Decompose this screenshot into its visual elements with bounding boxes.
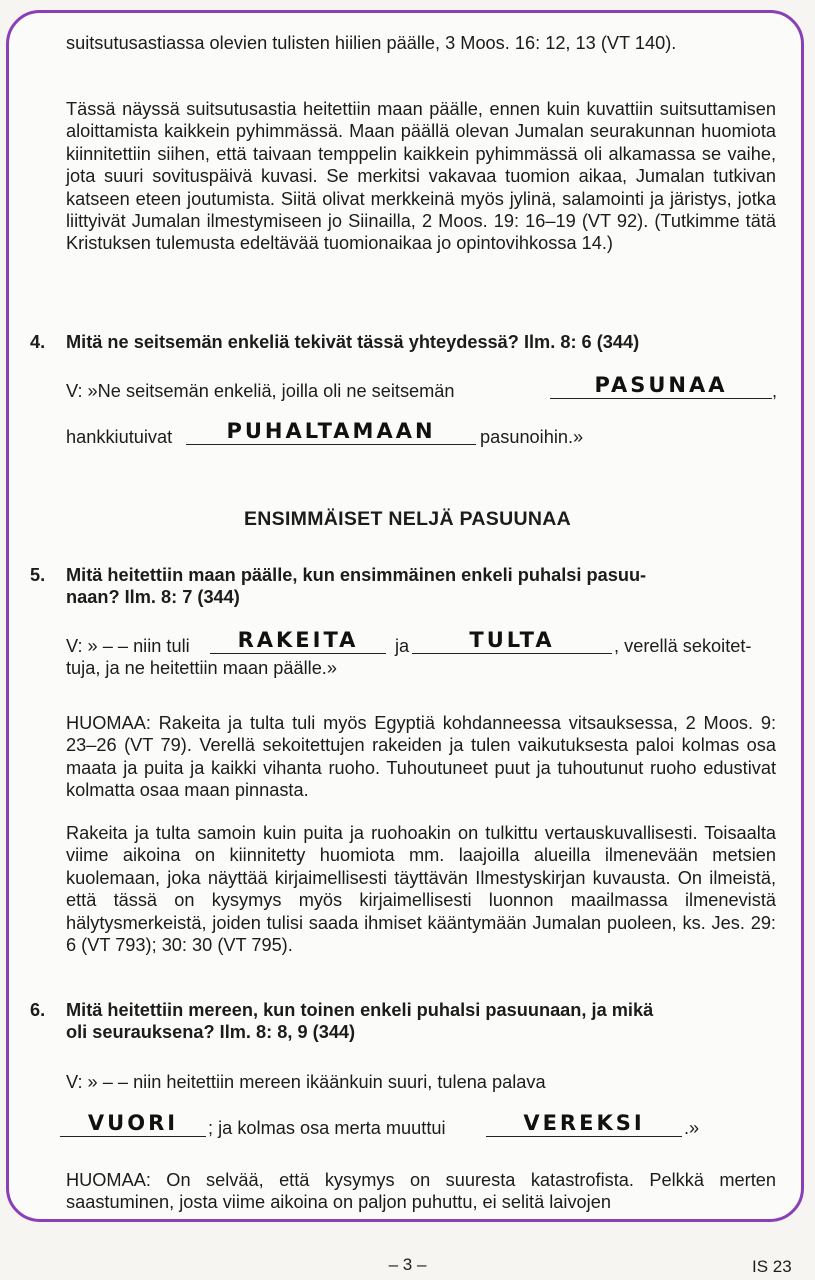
censer-paragraph: Tässä näyssä suitsutusastia heitettiin maan päälle, ennen kuin kuvattiin suitsuttamisen aloittamista kaikkein pyhimmässä. Maan päällä olevan Jumalan seurakunnan huomiota kiinnitettiin siihen, että taivaan temppelin kaikkein pyhimmässä oli alkamassa se vaihe, jota suuri sovituspäivä kuvasi. Se merkitsi vakavaa tuomion aikaa, Jumalan tutkivan katseen eteen joutumista. Siitä olivat merkkeinä myös jylinä, salamointi ja järistys, jotka liittyivät Jumalan ilmestymiseen jo Siinailla, 2 Moos. 19: 16–19 (VT 92). (Tutkimme tätä Kristuksen tulemusta edeltävää tuomionaikaa jo opintovihkossa 14.) [66, 99, 776, 254]
intro-paragraph: suitsutusastiassa olevien tulisten hiilien päälle, 3 Moos. 16: 12, 13 (VT 140). [66, 33, 677, 53]
q6-answer-line-1: V: » – – niin heitettiin mereen ikäänkuin suuri, tulena palava [66, 1072, 546, 1092]
q5-answer-line-2: tuja, ja ne heitettiin maan päälle.» [66, 658, 337, 678]
q6-answer-field-2[interactable]: VEREKSI [486, 1110, 682, 1137]
q5-answer-field-2[interactable]: TULTA [412, 627, 612, 654]
q4-answer-mid: hankkiutuivat [66, 427, 173, 447]
q6-answer-mid: ; ja kolmas osa merta muuttui [208, 1118, 446, 1138]
q6-answer-field-1[interactable]: VUORI [60, 1110, 206, 1137]
question-text-line-1: Mitä heitettiin mereen, kun toinen enkeli puhalsi pasuunaan, ja mikä [66, 1000, 654, 1020]
section-heading: ENSIMMÄISET NELJÄ PASUUNAA [243, 508, 572, 530]
q5-note-1: HUOMAA: Rakeita ja tulta tuli myös Egyptiä kohdanneessa vitsauksessa, 2 Moos. 9: 23–26 (VT 79). Verellä sekoitettujen rakeiden ja tulen vaikutuksesta paloi kolmas osa maata ja puita ja kaikki vihanta ruoho. Tuhoutuneet puut ja tuhoutunut ruoho edustivat kolmatta osaa maan pinnasta. [66, 713, 776, 801]
question-number: 4. [30, 332, 46, 352]
question-text-line-2: naan? Ilm. 8: 7 (344) [66, 587, 240, 608]
q5-answer-suffix: , verellä sekoitet- [614, 636, 752, 656]
q4-answer-field-2[interactable]: PUHALTAMAAN [186, 418, 476, 445]
question-number: 5. [30, 565, 46, 585]
q5-answer-prefix: V: » – – niin tuli [66, 636, 190, 656]
q5-answer-ja: ja [395, 636, 410, 656]
question-text-line-2: oli seurauksena? Ilm. 8: 8, 9 (344) [66, 1022, 356, 1043]
page-number: – 3 – [388, 1255, 427, 1274]
q4-answer-suffix: pasunoihin.» [480, 427, 584, 447]
q4-answer-comma: , [772, 381, 778, 401]
question-4 [30, 331, 778, 353]
question-5 [30, 564, 778, 609]
document-code: IS 23 [752, 1257, 792, 1276]
q4-answer-field-1[interactable]: PASUNAA [550, 372, 772, 399]
q5-note-2: Rakeita ja tulta samoin kuin puita ja ruohoakin on tulkittu vertauskuvallisesti. Toisaalta viime aikoina on kiinnitetty huomiota mm. laajoilla alueilla ilmenevään metsien kuolemaan, joka näyttää kirjaimellisesti täyttävän Ilmestyskirjan kuvausta. On ilmeistä, että tässä on kysymys myös kirjaimellisesti luonnon maailmassa ilmenevistä hälytysmerkeistä, joiden tulisi saada ihmiset kääntymään Jumalan puoleen, ks. Jes. 29: 6 (VT 793); 30: 30 (VT 795). [66, 823, 776, 956]
question-number: 6. [30, 1000, 46, 1020]
q6-answer-suffix: .» [684, 1118, 700, 1138]
q5-answer-field-1[interactable]: RAKEITA [210, 627, 386, 654]
question-text: Mitä ne seitsemän enkeliä tekivät tässä yhteydessä? Ilm. 8: 6 (344) [66, 332, 640, 352]
question-text-line-1: Mitä heitettiin maan päälle, kun ensimmäinen enkeli puhalsi pasuu- [66, 565, 647, 585]
q4-answer-prefix: V: »Ne seitsemän enkeliä, joilla oli ne seitsemän [66, 381, 455, 401]
q6-note: HUOMAA: On selvää, että kysymys on suuresta katastrofista. Pelkkä merten saastuminen, josta viime aikoina on paljon puhuttu, ei selitä laivojen [66, 1170, 776, 1213]
question-6 [30, 999, 778, 1044]
